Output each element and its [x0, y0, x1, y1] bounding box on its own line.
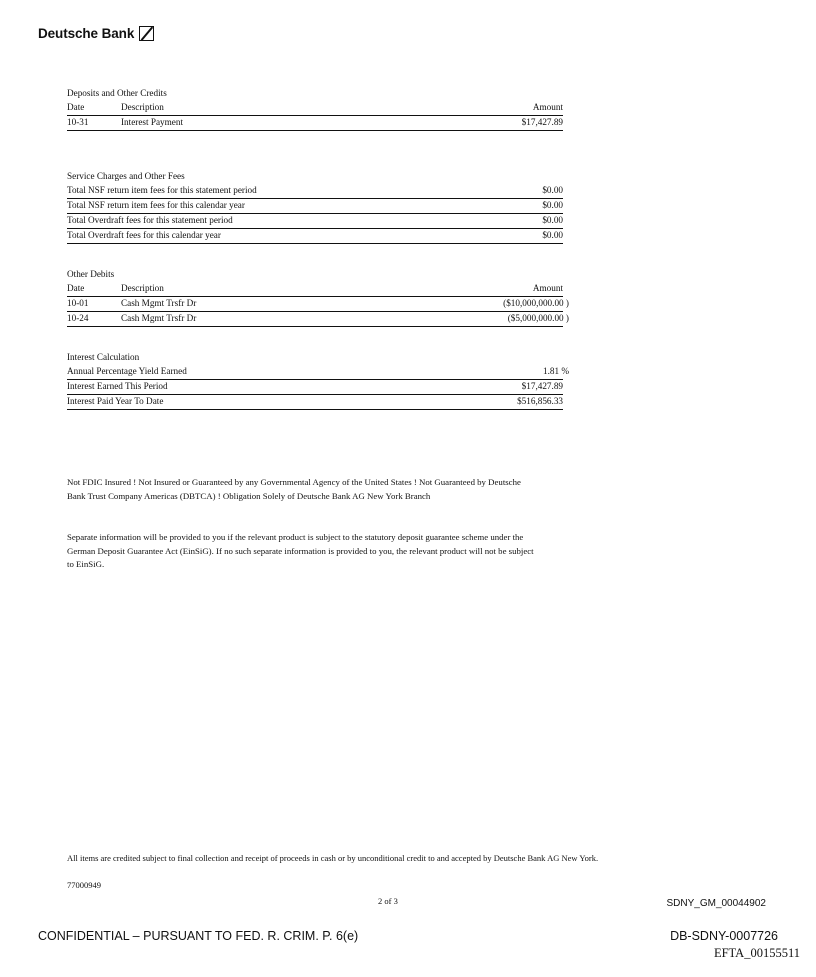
row-amount: $0.00 [542, 200, 563, 210]
debits-header [67, 282, 563, 297]
row-amount: $0.00 [542, 230, 563, 240]
table-row [67, 199, 563, 214]
row-description: Interest Payment [121, 117, 183, 127]
deposits-header-amount: Amount [532, 102, 563, 112]
debits-header-date: Date [67, 283, 85, 293]
row-amount: ($10,000,000.00 ) [503, 298, 569, 308]
row-label: Annual Percentage Yield Earned [67, 366, 187, 376]
deposits-section [67, 87, 563, 131]
bank-logo [38, 26, 154, 41]
bates-efta: EFTA_00155511 [713, 946, 800, 960]
bates-sdny: SDNY_GM_00044902 [666, 898, 766, 909]
debits-header-description: Description [121, 283, 164, 293]
row-amount: 1.81 % [542, 366, 569, 376]
row-amount: $516,856.33 [517, 396, 563, 406]
page-number: 2 of 3 [378, 896, 398, 906]
bank-name: Deutsche Bank [38, 26, 135, 41]
table-row [67, 297, 569, 312]
deutsche-bank-logo-icon [139, 26, 154, 41]
collection-note: All items are credited subject to final collection and receipt of proceeds in cash or by unconditional credit to and accepted by Deutsche Bank AG New York. [67, 853, 599, 863]
row-label: Total NSF return item fees for this calendar year [67, 200, 245, 210]
row-date: 10-01 [67, 298, 89, 308]
row-label: Total Overdraft fees for this calendar year [67, 230, 221, 240]
bates-db: DB-SDNY-0007726 [670, 929, 778, 943]
deposits-header-description: Description [121, 102, 164, 112]
row-date: 10-24 [67, 313, 89, 323]
row-label: Interest Earned This Period [67, 381, 168, 391]
table-row [67, 214, 563, 229]
row-label: Total NSF return item fees for this statement period [67, 185, 257, 195]
row-date: 10-31 [67, 117, 89, 127]
interest-title: Interest Calculation [67, 352, 140, 362]
row-label: Total Overdraft fees for this statement period [67, 215, 233, 225]
deposits-header [67, 101, 563, 116]
debits-section [67, 268, 569, 327]
row-description: Cash Mgmt Trsfr Dr [121, 298, 197, 308]
fees-section [67, 170, 563, 244]
confidential-notice: CONFIDENTIAL – PURSUANT TO FED. R. CRIM. P. 6(e) [38, 929, 359, 943]
row-amount: $0.00 [542, 185, 563, 195]
table-row [67, 229, 563, 244]
deposits-header-date: Date [67, 102, 85, 112]
debits-header-amount: Amount [532, 283, 563, 293]
table-row [67, 312, 569, 327]
row-label: Interest Paid Year To Date [67, 396, 164, 406]
table-row [67, 184, 563, 199]
table-row [67, 395, 563, 410]
row-amount: $17,427.89 [521, 381, 563, 391]
deposits-title: Deposits and Other Credits [67, 88, 167, 98]
interest-section [67, 351, 569, 410]
einsig-disclaimer: Separate information will be provided to you if the relevant product is subject to the statutory deposit guarantee scheme under the German Deposit Guarantee Act (EinSiG). If no such separate information is provided to you, the relevant product will not be subject to EinSiG. [67, 532, 534, 570]
debits-title: Other Debits [67, 269, 115, 279]
table-row [67, 116, 563, 131]
table-row [67, 365, 569, 380]
fdic-disclaimer: Not FDIC Insured ! Not Insured or Guaranteed by any Governmental Agency of the United States ! Not Guaranteed by Deutsche Bank Trust Company Americas (DBTCA) ! Obligation Solely of Deutsche Bank AG New York Branch [67, 477, 521, 501]
fees-title: Service Charges and Other Fees [67, 171, 185, 181]
row-description: Cash Mgmt Trsfr Dr [121, 313, 197, 323]
account-code: 77000949 [67, 880, 101, 890]
table-row [67, 380, 563, 395]
row-amount: $0.00 [542, 215, 563, 225]
row-amount: $17,427.89 [521, 117, 563, 127]
row-amount: ($5,000,000.00 ) [507, 313, 569, 323]
